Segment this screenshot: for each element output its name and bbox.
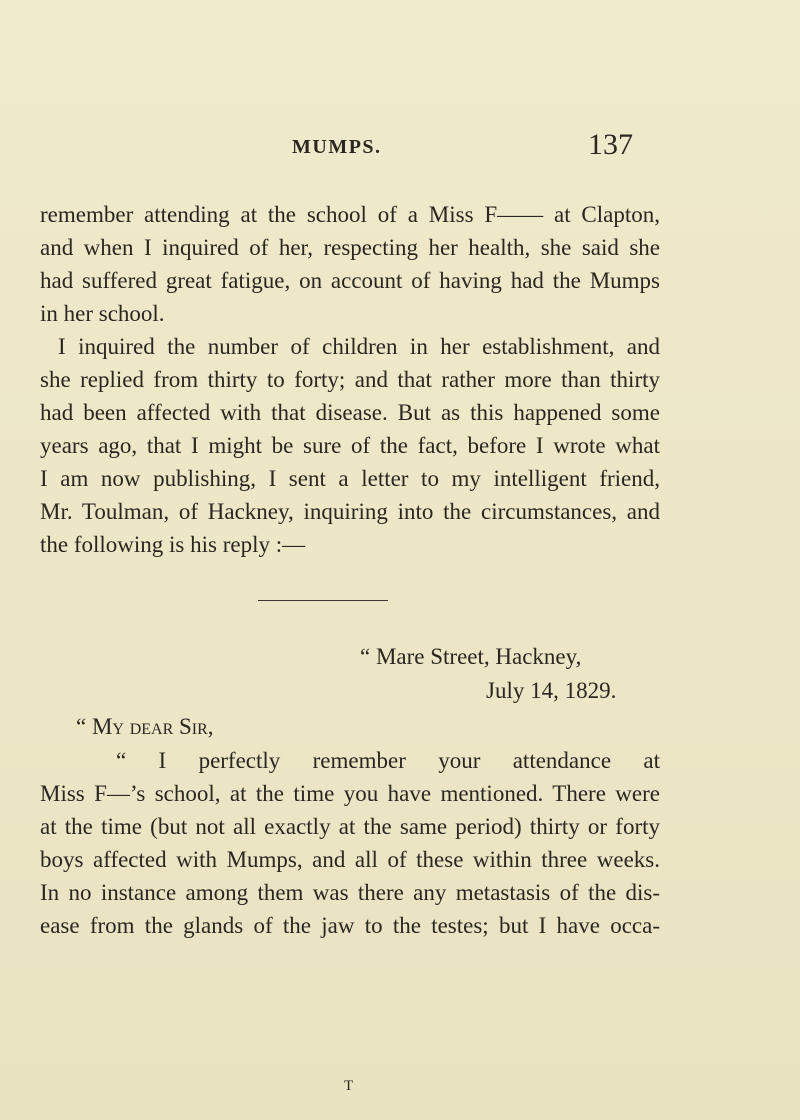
page-number: 137 (588, 128, 633, 161)
text-line: had suffered great fatigue, on account of having had the Mumps (40, 268, 660, 293)
text-line: Mr. Toulman, of Hackney, inquiring into the circumstances, and (40, 499, 660, 524)
text-line: had been affected with that disease. But as this happened some (40, 400, 660, 425)
text-line: she replied from thirty to forty; and that rather more than thirty (40, 367, 660, 392)
text-line: I inquired the number of children in her establishment, and (58, 334, 660, 359)
text-line: ease from the glands of the jaw to the testes; but I have occa- (40, 913, 660, 938)
letter-salutation: “ My dear Sir, (76, 714, 214, 739)
text-line: at the time (but not all exactly at the same period) thirty or forty (40, 814, 660, 839)
signature-mark: T (344, 1078, 354, 1094)
letter-address (360, 640, 660, 708)
address-street: “ Mare Street, Hackney, (360, 644, 582, 669)
section-divider (258, 600, 388, 601)
text-line: years ago, that I might be sure of the fact, before I wrote what (40, 433, 660, 458)
address-date: July 14, 1829. (486, 678, 617, 703)
text-line: in her school. (40, 301, 165, 326)
text-line: “ I perfectly remember your attendance at (116, 748, 660, 773)
paragraph-1 (40, 198, 660, 330)
paragraph-2 (40, 330, 660, 561)
text-line: remember attending at the school of a Miss F—— at Clapton, (40, 202, 660, 227)
running-head: MUMPS. (292, 136, 382, 158)
letter-body (40, 744, 660, 942)
text-line: In no instance among them was there any metastasis of the dis- (40, 880, 660, 905)
text-line: the following is his reply :— (40, 532, 306, 557)
text-line: and when I inquired of her, respecting her health, she said she (40, 235, 660, 260)
text-line: I am now publishing, I sent a letter to my intelligent friend, (40, 466, 660, 491)
text-line: boys affected with Mumps, and all of these within three weeks. (40, 847, 660, 872)
text-line: Miss F—’s school, at the time you have mentioned. There were (40, 781, 660, 806)
